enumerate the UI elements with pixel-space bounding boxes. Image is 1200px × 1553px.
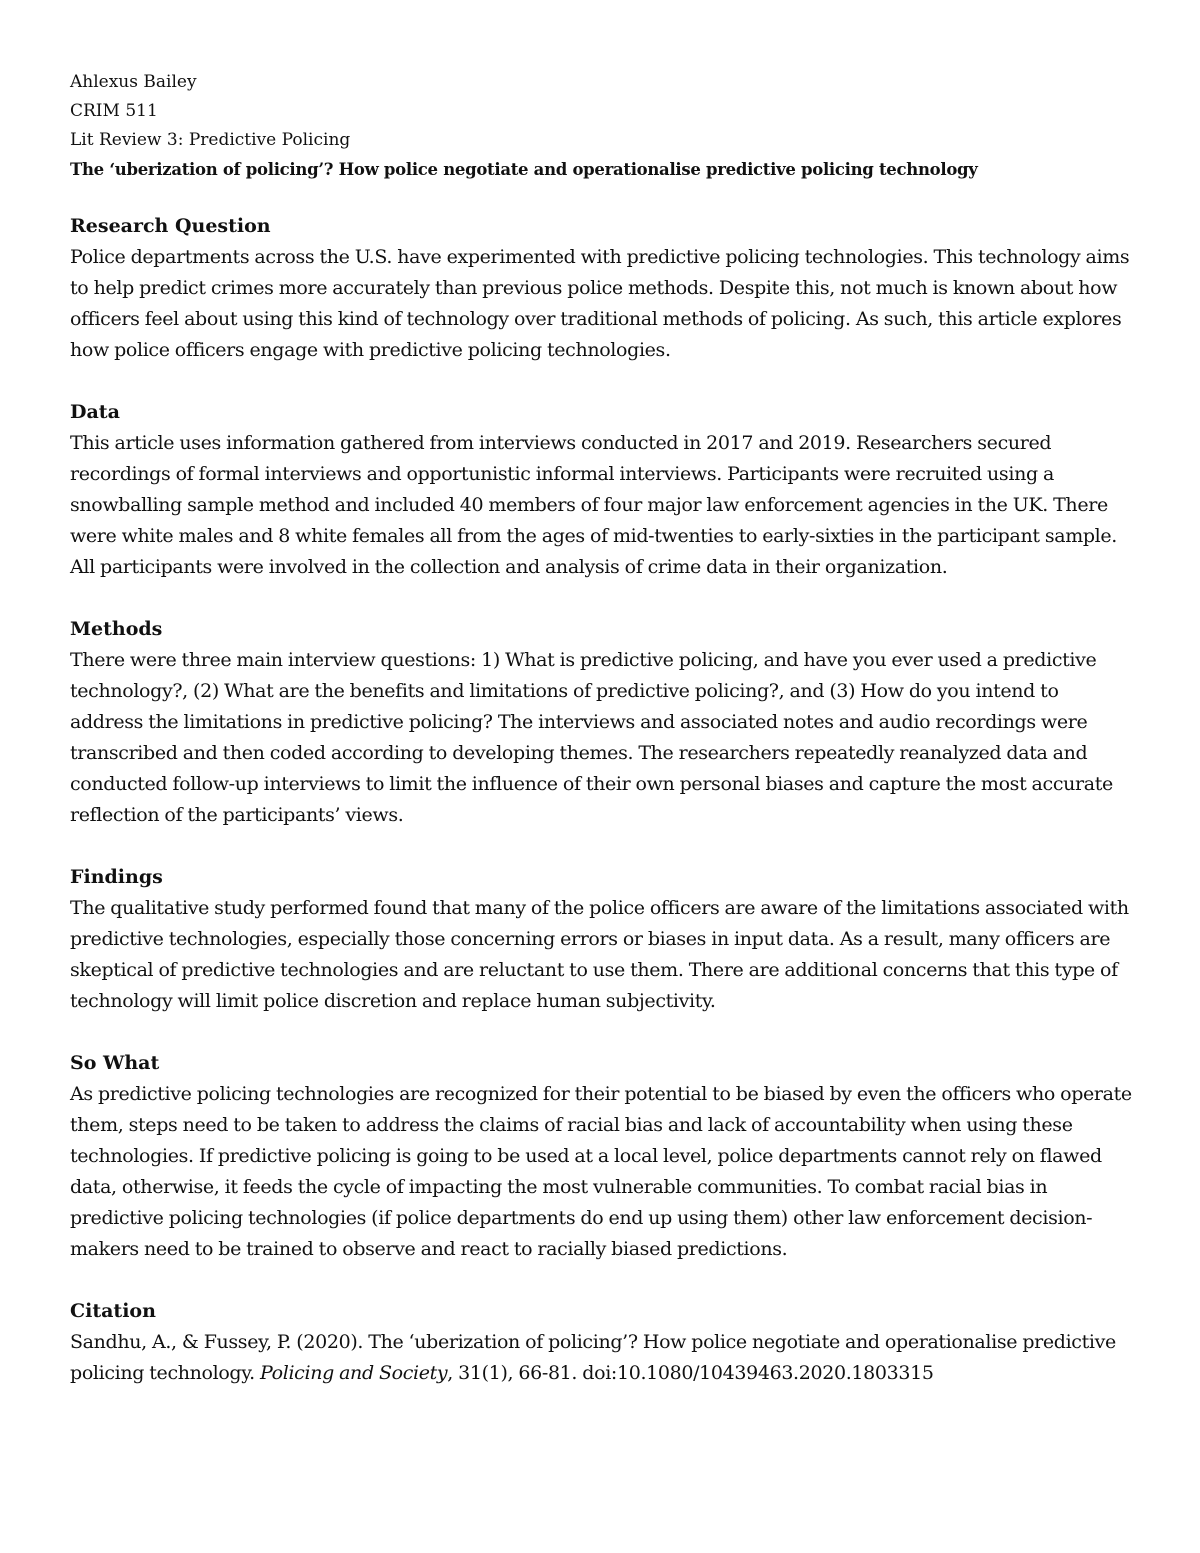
citation-text: [70, 1327, 1135, 1389]
section-heading: Citation: [70, 1300, 156, 1322]
assignment-title: Lit Review 3: Predictive Policing: [70, 130, 351, 150]
section-body: As predictive policing technologies are recognized for their potential to be biased by even the officers who operate them, steps need to be taken to address the claims of racial bias and lack of accountability when using these technologies. If predictive policing is going to be used at a local level, police departments cannot rely on flawed data, otherwise, it feeds the cycle of impacting the most vulnerable communities. To combat racial bias in predictive policing technologies (if police departments do end up using them) other law enforcement decision-makers need to be trained to observe and react to racially biased predictions.: [70, 1083, 1132, 1260]
section-citation: [70, 1296, 1135, 1389]
citation-journal: Policing and Society: [259, 1362, 448, 1384]
author-name: Ahlexus Bailey: [70, 72, 197, 92]
section-heading: Data: [70, 401, 120, 423]
section-research-question: [70, 211, 1135, 366]
section-data: [70, 397, 1135, 583]
citation-authors-title: Sandhu, A., & Fussey, P. (2020). The ‘uberization of policing’? How police negotiate and operationalise predictive policing technology.: [70, 1331, 1116, 1384]
section-methods: [70, 614, 1135, 831]
document-header: [70, 68, 1135, 184]
document-page: [70, 68, 1135, 1389]
article-title: The ‘uberization of policing’? How police negotiate and operationalise predictive policing technology: [70, 160, 978, 179]
section-body: The qualitative study performed found that many of the police officers are aware of the limitations associated with predictive technologies, especially those concerning errors or biases in input data. As a result, many officers are skeptical of predictive technologies and are reluctant to use them. There are additional concerns that this type of technology will limit police discretion and replace human subjectivity.: [70, 897, 1129, 1012]
section-body: This article uses information gathered from interviews conducted in 2017 and 2019. Researchers secured recordings of formal interviews and opportunistic informal interviews. Participants were recruited using a snowballing sample method and included 40 members of four major law enforcement agencies in the UK. There were white males and 8 white females all from the ages of mid-twenties to early-sixties in the participant sample. All participants were involved in the collection and analysis of crime data in their organization.: [70, 432, 1117, 578]
section-body: Police departments across the U.S. have experimented with predictive policing technologies. This technology aims to help predict crimes more accurately than previous police methods. Despite this, not much is known about how officers feel about using this kind of technology over traditional methods of policing. As such, this article explores how police officers engage with predictive policing technologies.: [70, 246, 1130, 361]
citation-volume-doi: , 31(1), 66-81. doi:10.1080/10439463.2020.1803315: [447, 1362, 934, 1384]
section-so-what: [70, 1048, 1135, 1265]
section-heading: Research Question: [70, 215, 271, 237]
section-heading: So What: [70, 1052, 160, 1074]
course-code: CRIM 511: [70, 101, 158, 121]
section-body: There were three main interview questions: 1) What is predictive policing, and have you ever used a predictive technology?, (2) What are the benefits and limitations of predictive policing?, and (3) How do you intend to address the limitations in predictive policing? The interviews and associated notes and audio recordings were transcribed and then coded according to developing themes. The researchers repeatedly reanalyzed data and conducted follow-up interviews to limit the influence of their own personal biases and capture the most accurate reflection of the participants’ views.: [70, 649, 1113, 826]
section-heading: Methods: [70, 618, 163, 640]
section-findings: [70, 862, 1135, 1017]
section-heading: Findings: [70, 866, 163, 888]
